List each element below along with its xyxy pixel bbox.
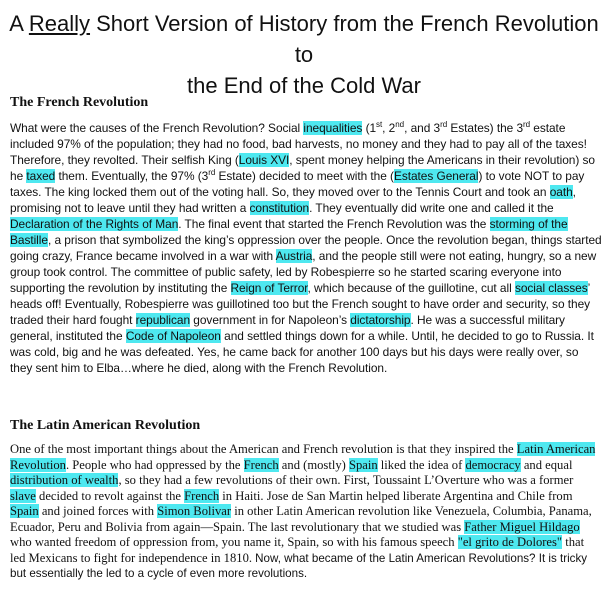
ordinal-superscript: nd [395, 120, 405, 130]
text-segment: , a prison that symbolized the king’s oppression over the people. Once the revolution began, things started going crazy, France became involved in a war with [10, 233, 602, 263]
highlighted-term: Latin American Revolution [10, 442, 596, 472]
text-segment: One of the most important things about the American and French revolution is that they inspired the [10, 442, 517, 456]
text-segment: Now, what became of the Latin American Revolutions? It is tricky but essentially the led to a cycle of even more revolutions. [10, 551, 588, 580]
french-revolution-paragraph [10, 120, 602, 376]
highlighted-term: taxed [26, 169, 56, 183]
highlighted-term: democracy [465, 457, 521, 472]
text-segment: that led Mexicans to fight for independence in 1810. [10, 535, 585, 565]
highlighted-term: "el grito de Dolores" [457, 535, 563, 549]
text-segment: , spent money helping the Americans in their revolution) so he [10, 153, 595, 183]
text-segment: . He was a successful military general, instituted the [10, 313, 565, 343]
text-segment: who wanted freedom of oppression from, you name it, Spain, so with his famous speech [10, 535, 458, 549]
text-segment: them. Eventually, the 97% (3 [55, 169, 209, 183]
highlighted-term: republican [135, 313, 191, 327]
highlighted-term: French [243, 457, 279, 472]
highlighted-term: inequalities [303, 121, 363, 135]
document-title [0, 8, 608, 101]
text-segment: Estates) the 3 [447, 121, 524, 135]
highlighted-term: distribution of wealth [10, 473, 119, 487]
text-segment: , promising not to leave until they had written a [10, 185, 576, 215]
highlighted-term: Code of Napoleon [125, 329, 221, 343]
highlighted-term: constitution [249, 201, 310, 215]
highlighted-term: Spain [348, 457, 378, 472]
text-segment: . The final event that started the French Revolution was the [178, 217, 490, 231]
ordinal-superscript: rd [208, 168, 216, 178]
text-segment: What were the causes of the French Revolution? Social [10, 121, 304, 135]
text-segment: and equal [520, 457, 573, 472]
title-underlined-word: Really [28, 11, 91, 36]
text-segment: liked the idea of [377, 457, 466, 472]
text-segment: in other Latin American revolution like Venezuela, Columbia, Panama, Ecuador, Peru and Bolivia from again—Spain. The last revolutionary that we studied was [10, 504, 592, 534]
text-segment: Estate) decided to meet with the ( [215, 169, 394, 183]
title-line-2: the End of the Cold War [187, 73, 421, 98]
text-segment: and (mostly) [278, 457, 349, 472]
highlighted-term: Reign of Terror [230, 281, 308, 295]
text-segment: ’ heads off! Eventually, Robespierre was guillotined too but the French sought to have order and security, so they traded their hard fought [10, 281, 591, 327]
text-segment: government in for Napoleon’s [190, 313, 351, 327]
ordinal-superscript: rd [523, 120, 531, 130]
text-segment: and settled things down for a while. Until, he decided to go to Russia. It was cold, big and he was defeated. Yes, he came back for another 100 days but his days were really over, so they sent him to Elba…where he died, along with the French Revolution. [10, 329, 594, 375]
latin-revolution-heading: The Latin American Revolution [10, 418, 201, 433]
highlighted-term: slave [10, 488, 36, 503]
latin-revolution-paragraph [10, 442, 602, 582]
text-segment: ) to vote NOT to pay taxes. The king locked them out of the voting hall. So, they moved over to the Tennis Court and took an [10, 169, 585, 199]
highlighted-term: storming of the Bastille [10, 217, 568, 247]
text-segment: , 2 [382, 121, 396, 135]
text-segment: and joined forces with [38, 504, 158, 518]
highlighted-term: dictatorship [350, 313, 411, 327]
text-segment: , which because of the guillotine, cut all [307, 281, 515, 295]
text-segment: in Haiti. Jose de San Martin helped liberate Argentina and Chile from [219, 488, 573, 503]
text-segment: , and the people still were not eating, hungry, so a new group took control. The committee of public safety, led by Robespierre so he started scaring everyone into supporting the revolution by instituting the [10, 249, 597, 295]
text-segment: (1 [362, 121, 377, 135]
title-part: A [9, 11, 29, 36]
highlighted-term: Estates General [393, 169, 479, 183]
highlighted-term: social classes [514, 281, 588, 295]
highlighted-term: Simon Bolivar [157, 504, 232, 518]
highlighted-term: Declaration of the Rights of Man [10, 217, 179, 231]
highlighted-term: oath [549, 185, 573, 199]
text-segment: decided to revolt against the [35, 488, 185, 503]
highlighted-term: Austria [275, 249, 313, 263]
text-segment: , and 3 [404, 121, 441, 135]
ordinal-superscript: rd [440, 120, 448, 130]
text-segment: . People who had oppressed by the [65, 457, 244, 472]
highlighted-term: Father Miguel Hildago [464, 519, 580, 534]
highlighted-term: French [184, 488, 220, 503]
text-segment: , so they had a few revolutions of their own. First, Toussaint L’Overture who was a former [118, 473, 574, 487]
text-segment: estate included 97% of the population; they had no food, bad harvests, no money and they had to pay all of the taxes! Therefore, they revolted. Their selfish King ( [10, 121, 587, 167]
text-segment: . They eventually did write one and called it the [309, 201, 554, 215]
french-revolution-heading: The French Revolution [10, 95, 149, 110]
ordinal-superscript: st [376, 120, 383, 130]
highlighted-term: Spain [10, 504, 39, 518]
title-part: Short Version of History from the French Revolution to [90, 11, 599, 67]
highlighted-term: Louis XVI [238, 153, 290, 167]
